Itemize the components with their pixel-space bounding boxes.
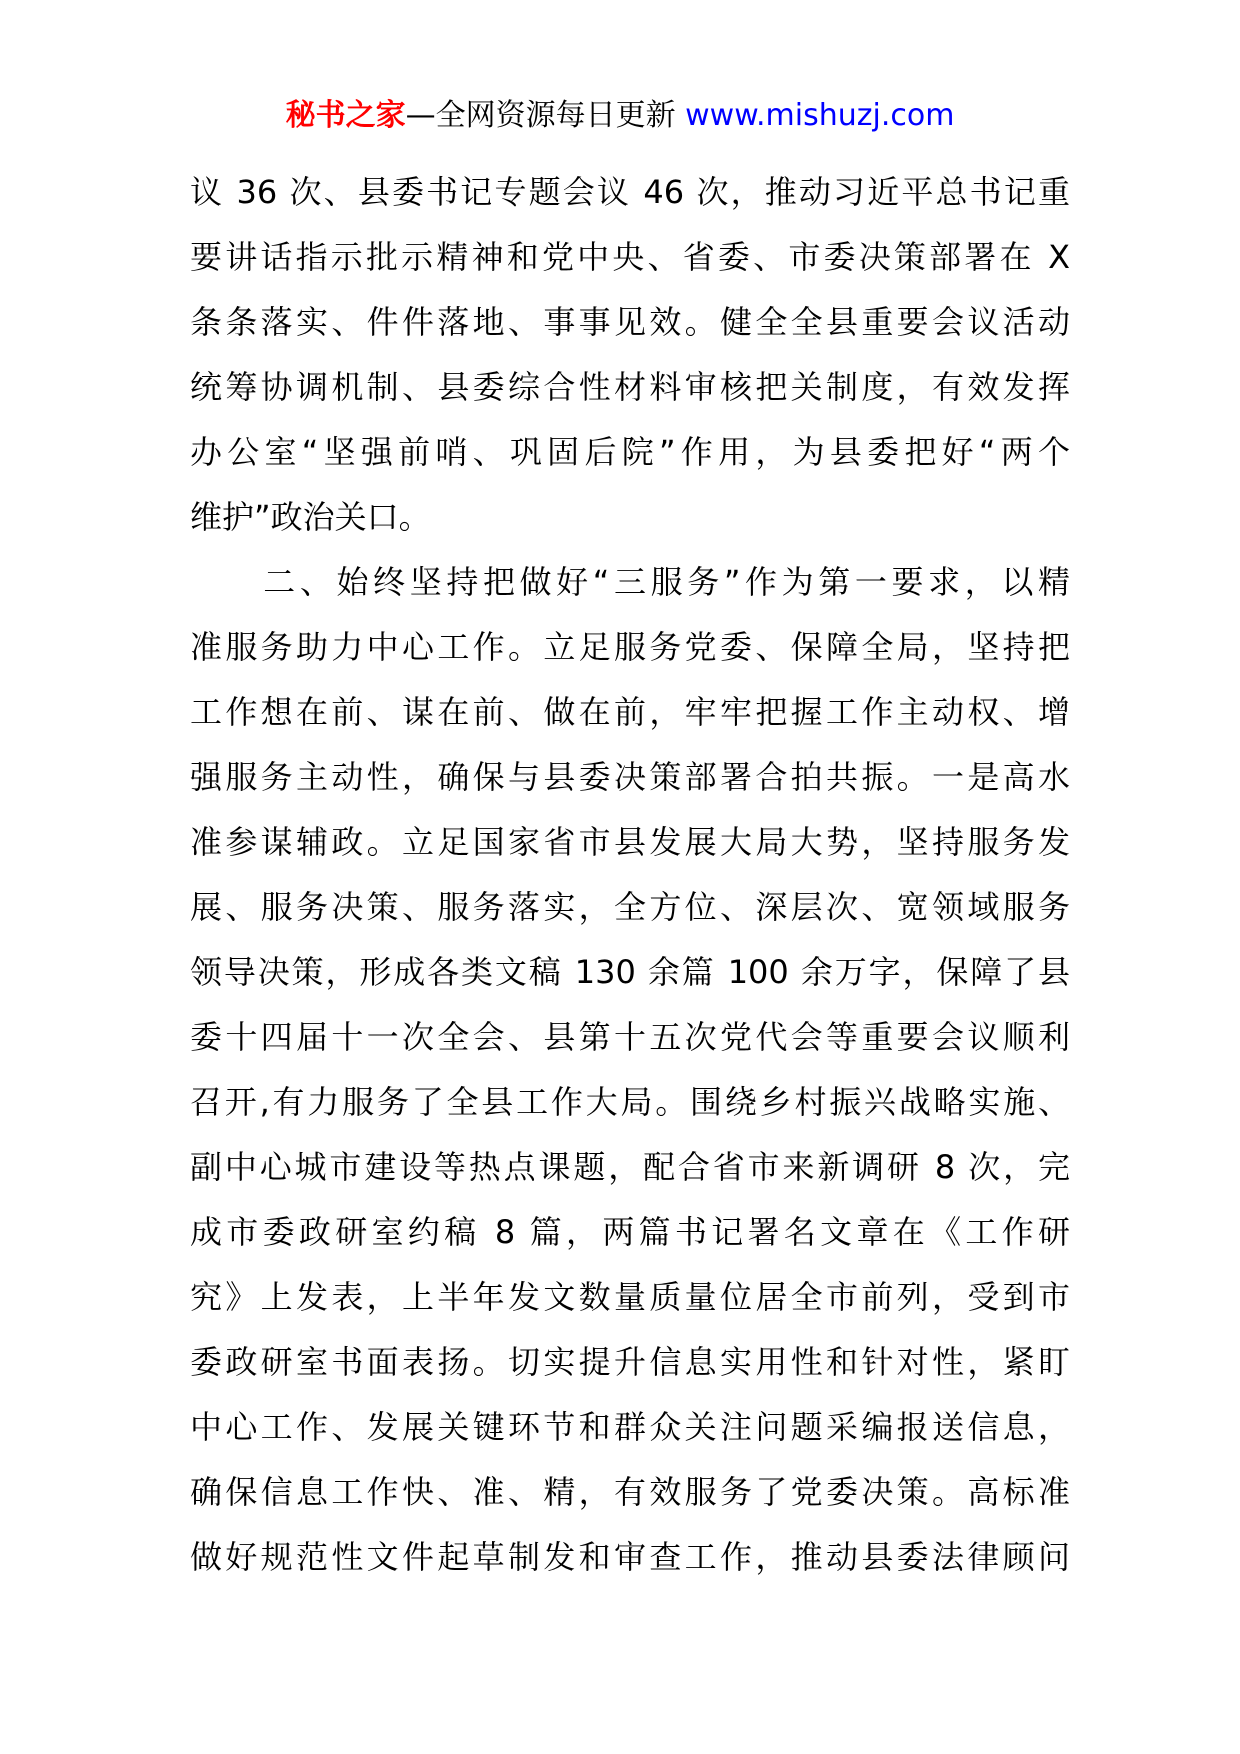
paragraph-heading-line: 二、始终坚持把做好“三服务”作为第一要求，以精 (190, 563, 1070, 601)
site-brand: 秘书之家 (285, 98, 406, 133)
site-url-link[interactable]: www.mishuzj.com (685, 98, 955, 133)
text-line: 准参谋辅政。立足国家省市县发展大局大势，坚持服务发 (190, 823, 1070, 861)
text-line: 领导决策，形成各类文稿 130 余篇 100 余万字，保障了县 (190, 953, 1070, 991)
text-line: 统筹协调机制、县委综合性材料审核把关制度，有效发挥 (190, 368, 1070, 406)
text-line: 做好规范性文件起草制发和审查工作，推动县委法律顾问 (190, 1538, 1070, 1576)
site-slogan: —全网资源每日更新 (405, 98, 676, 133)
text-line: 准服务助力中心工作。立足服务党委、保障全局，坚持把 (190, 628, 1070, 666)
text-line: 工作想在前、谋在前、做在前，牢牢把握工作主动权、增 (190, 693, 1070, 731)
text-line: 中心工作、发展关键环节和群众关注问题采编报送信息， (190, 1408, 1070, 1446)
text-line: 副中心城市建设等热点课题，配合省市来新调研 8 次，完 (190, 1148, 1070, 1186)
text-line: 议 36 次、县委书记专题会议 46 次，推动习近平总书记重 (190, 173, 1070, 211)
text-line: 委政研室书面表扬。切实提升信息实用性和针对性，紧盯 (190, 1343, 1070, 1381)
text-line: 究》上发表，上半年发文数量质量位居全市前列，受到市 (190, 1278, 1070, 1316)
text-line: 条条落实、件件落地、事事见效。健全全县重要会议活动 (190, 303, 1070, 341)
text-line: 办公室“坚强前哨、巩固后院”作用，为县委把好“两个 (190, 433, 1070, 471)
text-line: 维护”政治关口。 (190, 498, 431, 536)
text-line: 展、服务决策、服务落实，全方位、深层次、宽领域服务 (190, 888, 1070, 926)
text-line: 成市委政研室约稿 8 篇，两篇书记署名文章在《工作研 (190, 1213, 1070, 1251)
document-body (190, 160, 1070, 1590)
text-line: 要讲话指示批示精神和党中央、省委、市委决策部署在 X (190, 238, 1070, 276)
text-line: 确保信息工作快、准、精，有效服务了党委决策。高标准 (190, 1473, 1070, 1511)
text-line: 召开,有力服务了全县工作大局。围绕乡村振兴战略实施、 (190, 1083, 1070, 1121)
text-line: 委十四届十一次全会、县第十五次党代会等重要会议顺利 (190, 1018, 1070, 1056)
page-header (0, 96, 1240, 136)
text-line: 强服务主动性，确保与县委决策部署合拍共振。一是高水 (190, 758, 1070, 796)
